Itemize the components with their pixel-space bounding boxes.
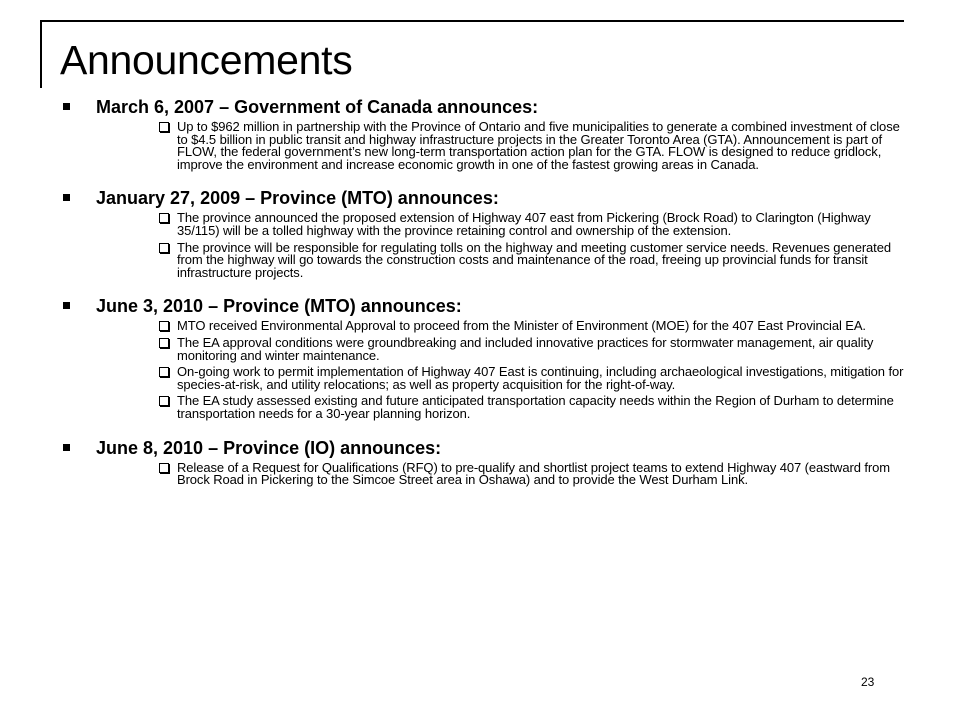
list-item-text: Release of a Request for Qualifications (RFQ) to pre-qualify and shortlist project teams to extend Highway 407 (eastward from Brock Road in Pickering to the Simcoe Street area in Oshawa) and to provide the West Durham Link. xyxy=(177,459,890,488)
list-item-text: The EA approval conditions were groundbreaking and included innovative practices for stormwater management, air quality monitoring and winter maintenance. xyxy=(177,334,874,363)
square-bullet-icon xyxy=(63,103,70,110)
checkbox-bullet-icon xyxy=(159,396,169,406)
section-heading-text: March 6, 2007 – Government of Canada announces: xyxy=(96,97,539,117)
list-item xyxy=(60,212,910,237)
slide-title: Announcements xyxy=(60,37,353,83)
section-items xyxy=(60,459,910,488)
checkbox-bullet-icon xyxy=(159,122,169,132)
checkbox-bullet-icon xyxy=(159,321,169,331)
list-item-text: On-going work to permit implementation of Highway 407 East is continuing, including archaeological investigations, mitigation for species-at-risk, and utility relocations; as well as property acquisition for the right-of-way. xyxy=(177,364,904,392)
list-item-text: The province announced the proposed extension of Highway 407 east from Pickering (Brock Road) to Clarington (Highway 35/115) will be a tolled highway with the province retaining control and ownership of the extension. xyxy=(177,210,871,238)
section-items xyxy=(60,121,910,171)
title-top-rule xyxy=(40,20,904,22)
section-items xyxy=(60,320,910,420)
list-item-text: Up to $962 million in partnership with the Province of Ontario and five municipalities to generate a combined investment of close to $4.5 billion in public transit and highway infrastructure projects in the Greater Toronto Area (GTA). Announcement is part of FLOW, the federal government’s new long-term transportation action plan for the GTA. FLOW is designed to reduce gridlock, improve the environment and increase economic growth in one of the fastest growing areas in Canada. xyxy=(177,119,900,172)
announcement-section xyxy=(60,295,910,420)
checkbox-bullet-icon xyxy=(159,243,169,253)
section-heading xyxy=(60,295,910,317)
list-item xyxy=(60,395,910,420)
list-item xyxy=(60,239,910,280)
announcement-section xyxy=(60,96,910,171)
list-item xyxy=(60,459,910,488)
section-heading xyxy=(60,437,910,459)
checkbox-bullet-icon xyxy=(159,463,169,473)
checkbox-bullet-icon xyxy=(159,367,169,377)
section-heading-text: June 3, 2010 – Province (MTO) announces: xyxy=(96,296,462,317)
checkbox-bullet-icon xyxy=(159,338,169,348)
section-heading-text: January 27, 2009 – Province (MTO) announces: xyxy=(96,188,499,209)
title-left-rule xyxy=(40,20,42,88)
checkbox-bullet-icon xyxy=(159,213,169,223)
list-item-text: The province will be responsible for regulating tolls on the highway and meeting customer service needs. Revenues generated from the highway will go towards the construction costs and maintenance of the road, freeing up provincial funds for transit infrastructure projects. xyxy=(177,239,891,280)
announcement-section xyxy=(60,437,910,487)
list-item xyxy=(60,320,910,333)
section-items xyxy=(60,212,910,279)
section-heading xyxy=(60,187,910,209)
square-bullet-icon xyxy=(63,444,70,451)
page-number: 23 xyxy=(861,675,875,689)
list-item xyxy=(60,334,910,363)
square-bullet-icon xyxy=(63,302,70,309)
list-item-text: MTO received Environmental Approval to proceed from the Minister of Environment (MOE) for the 407 East Provincial EA. xyxy=(177,318,866,334)
list-item-text: The EA study assessed existing and future anticipated transportation capacity needs within the Region of Durham to determine transportation needs for a 30-year planning horizon. xyxy=(177,393,894,421)
announcement-section xyxy=(60,187,910,279)
list-item xyxy=(60,366,910,391)
list-item xyxy=(60,121,910,171)
section-heading xyxy=(60,96,910,118)
square-bullet-icon xyxy=(63,194,70,201)
section-heading-text: June 8, 2010 – Province (IO) announces: xyxy=(96,437,442,458)
announcement-list xyxy=(60,96,910,503)
